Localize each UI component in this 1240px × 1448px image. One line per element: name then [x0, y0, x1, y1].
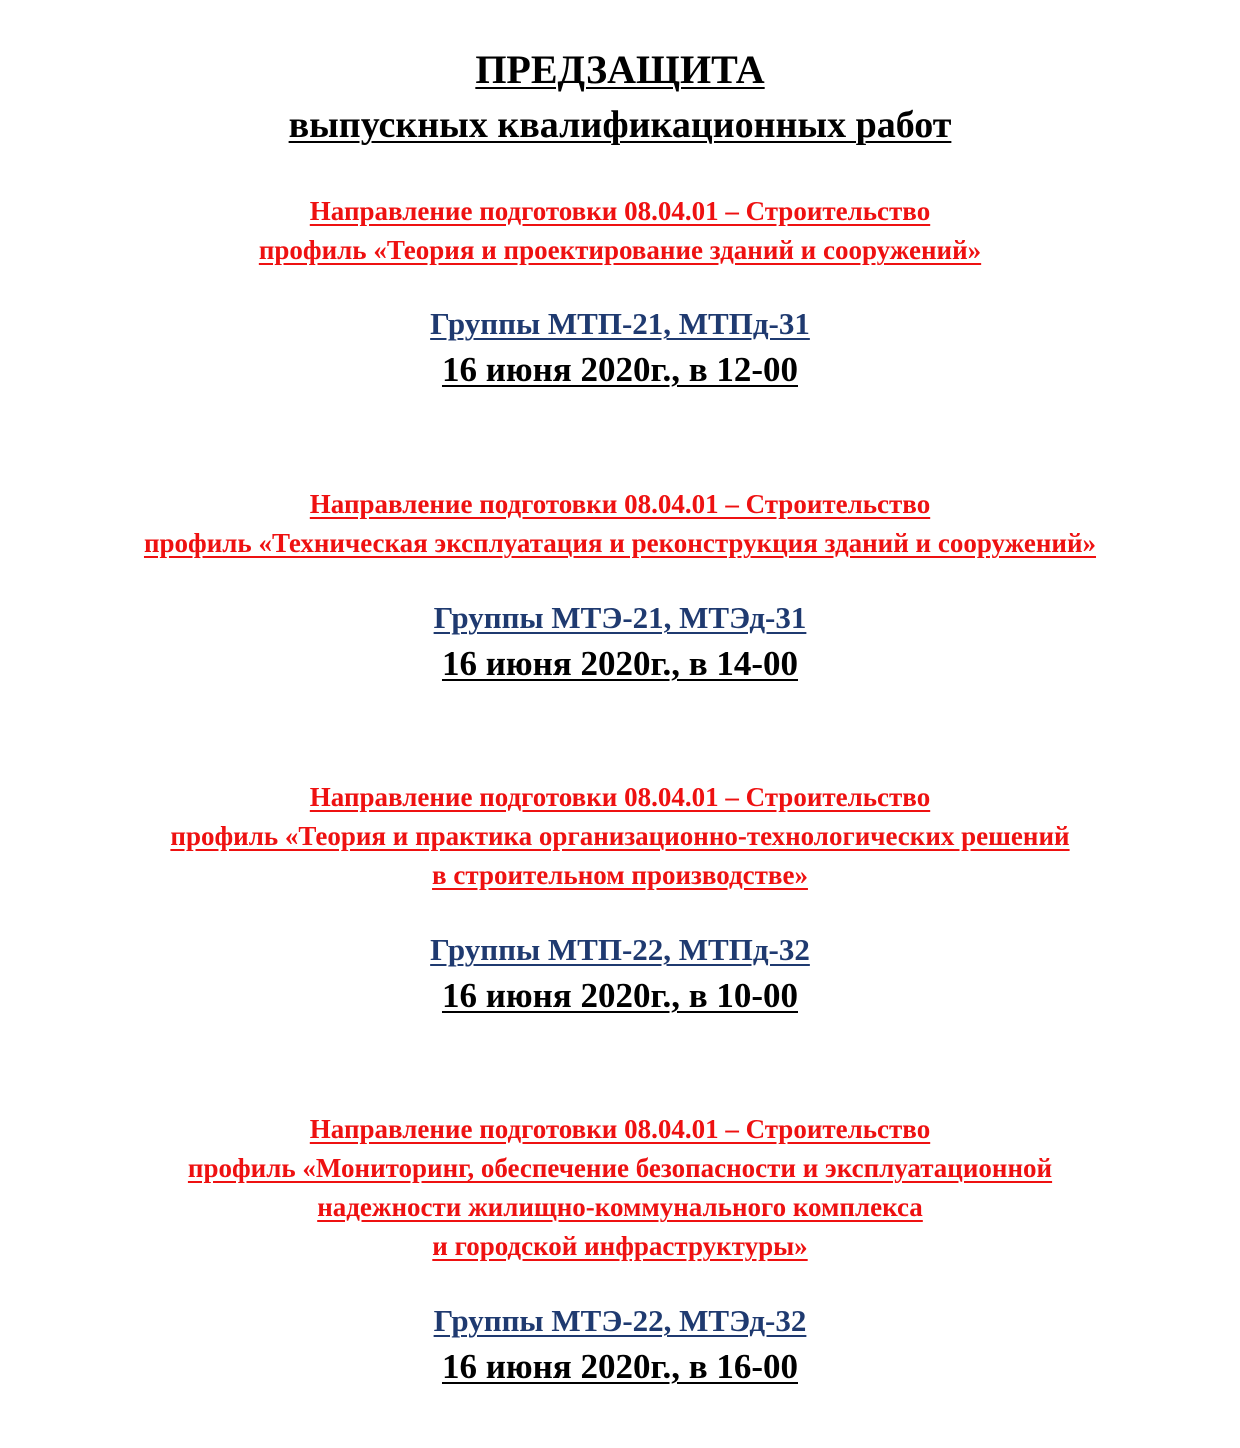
groups-line: Группы МТЭ-21, МТЭд-31 [433, 600, 807, 635]
groups-line: Группы МТЭ-22, МТЭд-32 [433, 1303, 807, 1338]
date-time-line: 16 июня 2020г., в 16-00 [441, 1347, 798, 1386]
page-title: ПРЕДЗАЩИТА [475, 47, 765, 92]
direction-line: Направление подготовки 08.04.01 – Строительство [309, 1114, 931, 1144]
date-time-line: 16 июня 2020г., в 10-00 [441, 976, 798, 1015]
profile-line: надежности жилищно-коммунального комплекса [317, 1192, 923, 1222]
direction-line: Направление подготовки 08.04.01 – Строительство [309, 782, 931, 812]
profile-line: профиль «Мониторинг, обеспечение безопасности и эксплуатационной [187, 1153, 1053, 1183]
direction-line: Направление подготовки 08.04.01 – Строительство [309, 196, 931, 226]
date-time-line: 16 июня 2020г., в 14-00 [441, 644, 798, 683]
profile-line: профиль «Теория и проектирование зданий и сооружений» [258, 235, 982, 265]
profile-line: и городской инфраструктуры» [432, 1231, 808, 1261]
profile-line: профиль «Теория и практика организационно-технологических решений [170, 821, 1070, 851]
profile-line: профиль «Техническая эксплуатация и реконструкция зданий и сооружений» [143, 528, 1097, 558]
page-subtitle: выпускных квалификационных работ [288, 104, 952, 146]
groups-line: Группы МТП-21, МТПд-31 [430, 306, 810, 341]
profile-line: в строительном производстве» [432, 860, 808, 890]
direction-line: Направление подготовки 08.04.01 – Строительство [309, 489, 931, 519]
groups-line: Группы МТП-22, МТПд-32 [430, 932, 810, 967]
date-time-line: 16 июня 2020г., в 12-00 [441, 350, 798, 389]
